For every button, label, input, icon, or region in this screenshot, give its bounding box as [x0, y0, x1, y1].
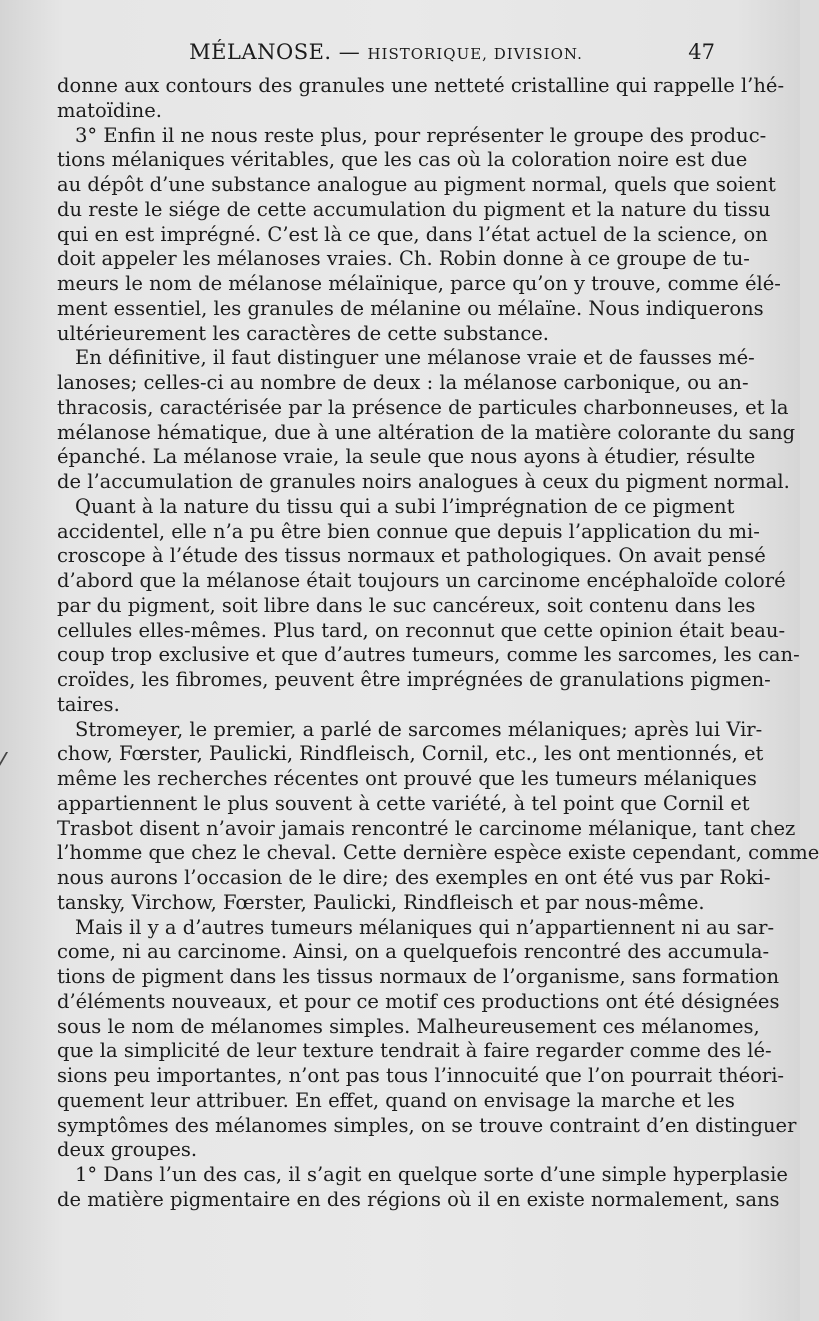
text-line: chow, Fœrster, Paulicki, Rindfleisch, Cornil, etc., les ont mentionnés, et [57, 742, 764, 766]
text-line: de l’accumulation de granules noirs analogues à ceux du pigment normal. [57, 470, 790, 493]
text-line: croïdes, les fibromes, peuvent être imprégnées de granulations pigmen- [57, 668, 771, 691]
text-line: accidentel, elle n’a pu être bien connue que depuis l’application du mi- [57, 519, 760, 543]
text-line: tansky, Virchow, Fœrster, Paulicki, Rindfleisch et par nous-même. [57, 890, 705, 914]
text-line: épanché. La mélanose vraie, la seule que nous ayons à étudier, résulte [57, 445, 756, 469]
text-line: Quant à la nature du tissu qui a subi l’imprégnation de ce pigment [75, 494, 735, 518]
text-line: nous aurons l’occasion de le dire; des exemples en ont été vus par Roki- [57, 866, 771, 889]
text-line: 3° Enfin il ne nous reste plus, pour représenter le groupe des produc- [75, 123, 767, 147]
text-line: d’éléments nouveaux, et pour ce motif ces productions ont été désignées [57, 989, 780, 1013]
text-line: come, ni au carcinome. Ainsi, on a quelquefois rencontré des accumula- [57, 940, 770, 964]
text-line: d’abord que la mélanose était toujours un carcinome encéphaloïde coloré [57, 569, 786, 592]
text-line: ment essentiel, les granules de mélanine ou mélaïne. Nous indiquerons [57, 296, 764, 320]
text-line: donne aux contours des granules une netteté cristalline qui rappelle l’hé- [57, 74, 785, 97]
text-line: taires. [57, 692, 120, 716]
text-line: meurs le nom de mélanose mélaïnique, parce qu’on y trouve, comme élé- [57, 272, 781, 295]
text-line: mélanose hématique, due à une altération de la matière colorante du sang [57, 420, 796, 444]
text-line: coup trop exclusive et que d’autres tumeurs, comme les sarcomes, les can- [57, 643, 800, 667]
text-line: sions peu importantes, n’ont pas tous l’innocuité que l’on pourrait théori- [57, 1064, 785, 1087]
text-line: l’homme que chez le cheval. Cette dernière espèce existe cependant, comme [57, 841, 819, 865]
text-line: du reste le siége de cette accumulation du pigment et la nature du tissu [57, 197, 771, 221]
text-line: de matière pigmentaire en des régions où il en existe normalement, sans [57, 1187, 780, 1211]
text-line: qui en est imprégné. C’est là ce que, dans l’état actuel de la science, on [57, 222, 768, 246]
text-line: 1° Dans l’un des cas, il s’agit en quelque sorte d’une simple hyperplasie [75, 1163, 788, 1186]
text-line: Mais il y a d’autres tumeurs mélaniques qui n’appartiennent ni au sar- [75, 915, 775, 939]
body-text [57, 74, 819, 1213]
text-line: Trasbot disent n’avoir jamais rencontré le carcinome mélanique, tant chez [57, 816, 796, 840]
header-subtitle: HISTORIQUE, DIVISION. [367, 45, 583, 63]
text-line: cellules elles-mêmes. Plus tard, on reconnut que cette opinion était beau- [57, 618, 786, 642]
text-line: appartiennent le plus souvent à cette variété, à tel point que Cornil et [57, 791, 750, 815]
text-line: par du pigment, soit libre dans le suc cancéreux, soit contenu dans les [57, 593, 756, 617]
text-line: ultérieurement les caractères de cette substance. [57, 321, 549, 345]
header-dash: — [338, 40, 361, 64]
text-line: thracosis, caractérisée par la présence de particules charbonneuses, et la [57, 395, 789, 419]
text-line: symptômes des mélanomes simples, on se trouve contraint d’en distinguer [57, 1113, 797, 1137]
running-header [57, 40, 715, 70]
text-line: tions mélaniques véritables, que les cas où la coloration noire est due [57, 148, 748, 172]
text-line: doit appeler les mélanoses vraies. Ch. Robin donne à ce groupe de tu- [57, 247, 750, 271]
page-number: 47 [688, 40, 715, 64]
text-line: croscope à l’étude des tissus normaux et pathologiques. On avait pensé [57, 544, 766, 568]
text-line: Stromeyer, le premier, a parlé de sarcomes mélaniques; après lui Vir- [75, 717, 763, 741]
text-line: matoïdine. [57, 98, 162, 122]
margin-pencil-mark [0, 752, 18, 766]
text-line: deux groupes. [57, 1138, 198, 1162]
text-line: En définitive, il faut distinguer une mélanose vraie et de fausses mé- [75, 346, 755, 370]
text-line: sous le nom de mélanomes simples. Malheureusement ces mélanomes, [57, 1014, 760, 1038]
text-line: même les recherches récentes ont prouvé que les tumeurs mélaniques [57, 767, 757, 790]
text-line: au dépôt d’une substance analogue au pigment normal, quels que soient [57, 173, 776, 196]
text-line: tions de pigment dans les tissus normaux de l’organisme, sans formation [57, 965, 780, 988]
running-title [57, 40, 715, 64]
text-line: que la simplicité de leur texture tendrait à faire regarder comme des lé- [57, 1039, 772, 1063]
text-line: lanoses; celles-ci au nombre de deux : la mélanose carbonique, ou an- [57, 371, 749, 394]
text-line: quement leur attribuer. En effet, quand on envisage la marche et les [57, 1088, 735, 1112]
header-title: MÉLANOSE. [189, 40, 332, 64]
